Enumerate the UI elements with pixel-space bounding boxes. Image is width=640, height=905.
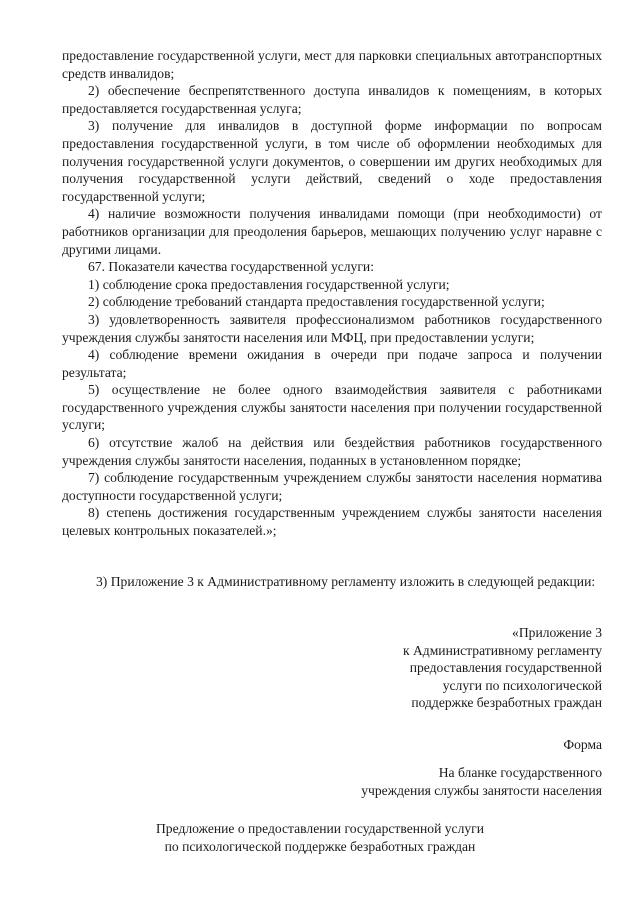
paragraph: 8) степень достижения государственным учреждением службы занятости населения целевых контрольных показателей.»; bbox=[62, 505, 602, 539]
letterhead-line: На бланке государственного bbox=[438, 765, 602, 780]
appendix-line: «Приложение 3 bbox=[512, 625, 602, 640]
form-label: Форма bbox=[563, 737, 602, 752]
paragraph: предоставление государственной услуги, мест для парковки специальных автотранспортных средств инвалидов; bbox=[62, 48, 602, 81]
paragraph: 67. Показатели качества государственной услуги: bbox=[88, 259, 374, 275]
letterhead-line: учреждения службы занятости населения bbox=[361, 782, 602, 798]
appendix-header bbox=[302, 624, 602, 712]
paragraph: 2) обеспечение беспрепятственного доступа инвалидов к помещениям, в которых предоставляется государственная услуга; bbox=[62, 83, 602, 116]
paragraph: 6) отсутствие жалоб на действия или бездействия работников государственного учреждения службы занятости населения, поданных в установленном порядке; bbox=[62, 435, 602, 468]
paragraph: 3) удовлетворенность заявителя профессионализмом работников государственного учреждения службы занятости населения или МФЦ, при предоставлении услуги; bbox=[62, 311, 602, 345]
paragraph: 5) осуществление не более одного взаимодействия заявителя с работниками государственного учреждения службы занятости населения при получении государственной услуги; bbox=[62, 382, 602, 433]
paragraph: 4) наличие возможности получения инвалидами помощи (при необходимости) от работников организации для преодоления барьеров, мешающих получению услуг наравне с другими лицами. bbox=[62, 206, 602, 257]
paragraph: 1) соблюдение срока предоставления государственной услуги; bbox=[88, 276, 450, 292]
amendment-intro: 3) Приложение 3 к Административному регламенту изложить в следующей редакции: bbox=[96, 574, 596, 589]
appendix-line: к Административному регламенту bbox=[402, 642, 602, 658]
paragraph: 7) соблюдение государственным учреждением службы занятости населения норматива доступности государственной услуги; bbox=[62, 470, 602, 503]
paragraph: 3) получение для инвалидов в доступной форме информации по вопросам предоставления государственной услуги, в том числе об оформлении необходимых для получения государственной услуги документов, о совершении им других необходимых для получения государственной услуги действий, сведений о ходе предоставления государственной услуги; bbox=[62, 118, 602, 204]
paragraph: 4) соблюдение времени ожидания в очереди при подаче запроса и получении результата; bbox=[62, 347, 602, 380]
title-line: Предложение о предоставлении государственной услуги bbox=[155, 821, 485, 836]
body-text bbox=[62, 47, 602, 540]
document-title bbox=[0, 820, 640, 855]
appendix-line: поддержке безработных граждан bbox=[411, 695, 602, 711]
appendix-line: предоставления государственной bbox=[409, 660, 602, 676]
title-line: по психологической поддержке безработных граждан bbox=[164, 838, 476, 854]
letterhead-note bbox=[302, 764, 602, 799]
appendix-line: услуги по психологической bbox=[442, 677, 602, 693]
paragraph: 2) соблюдение требований стандарта предоставления государственной услуги; bbox=[88, 294, 545, 310]
